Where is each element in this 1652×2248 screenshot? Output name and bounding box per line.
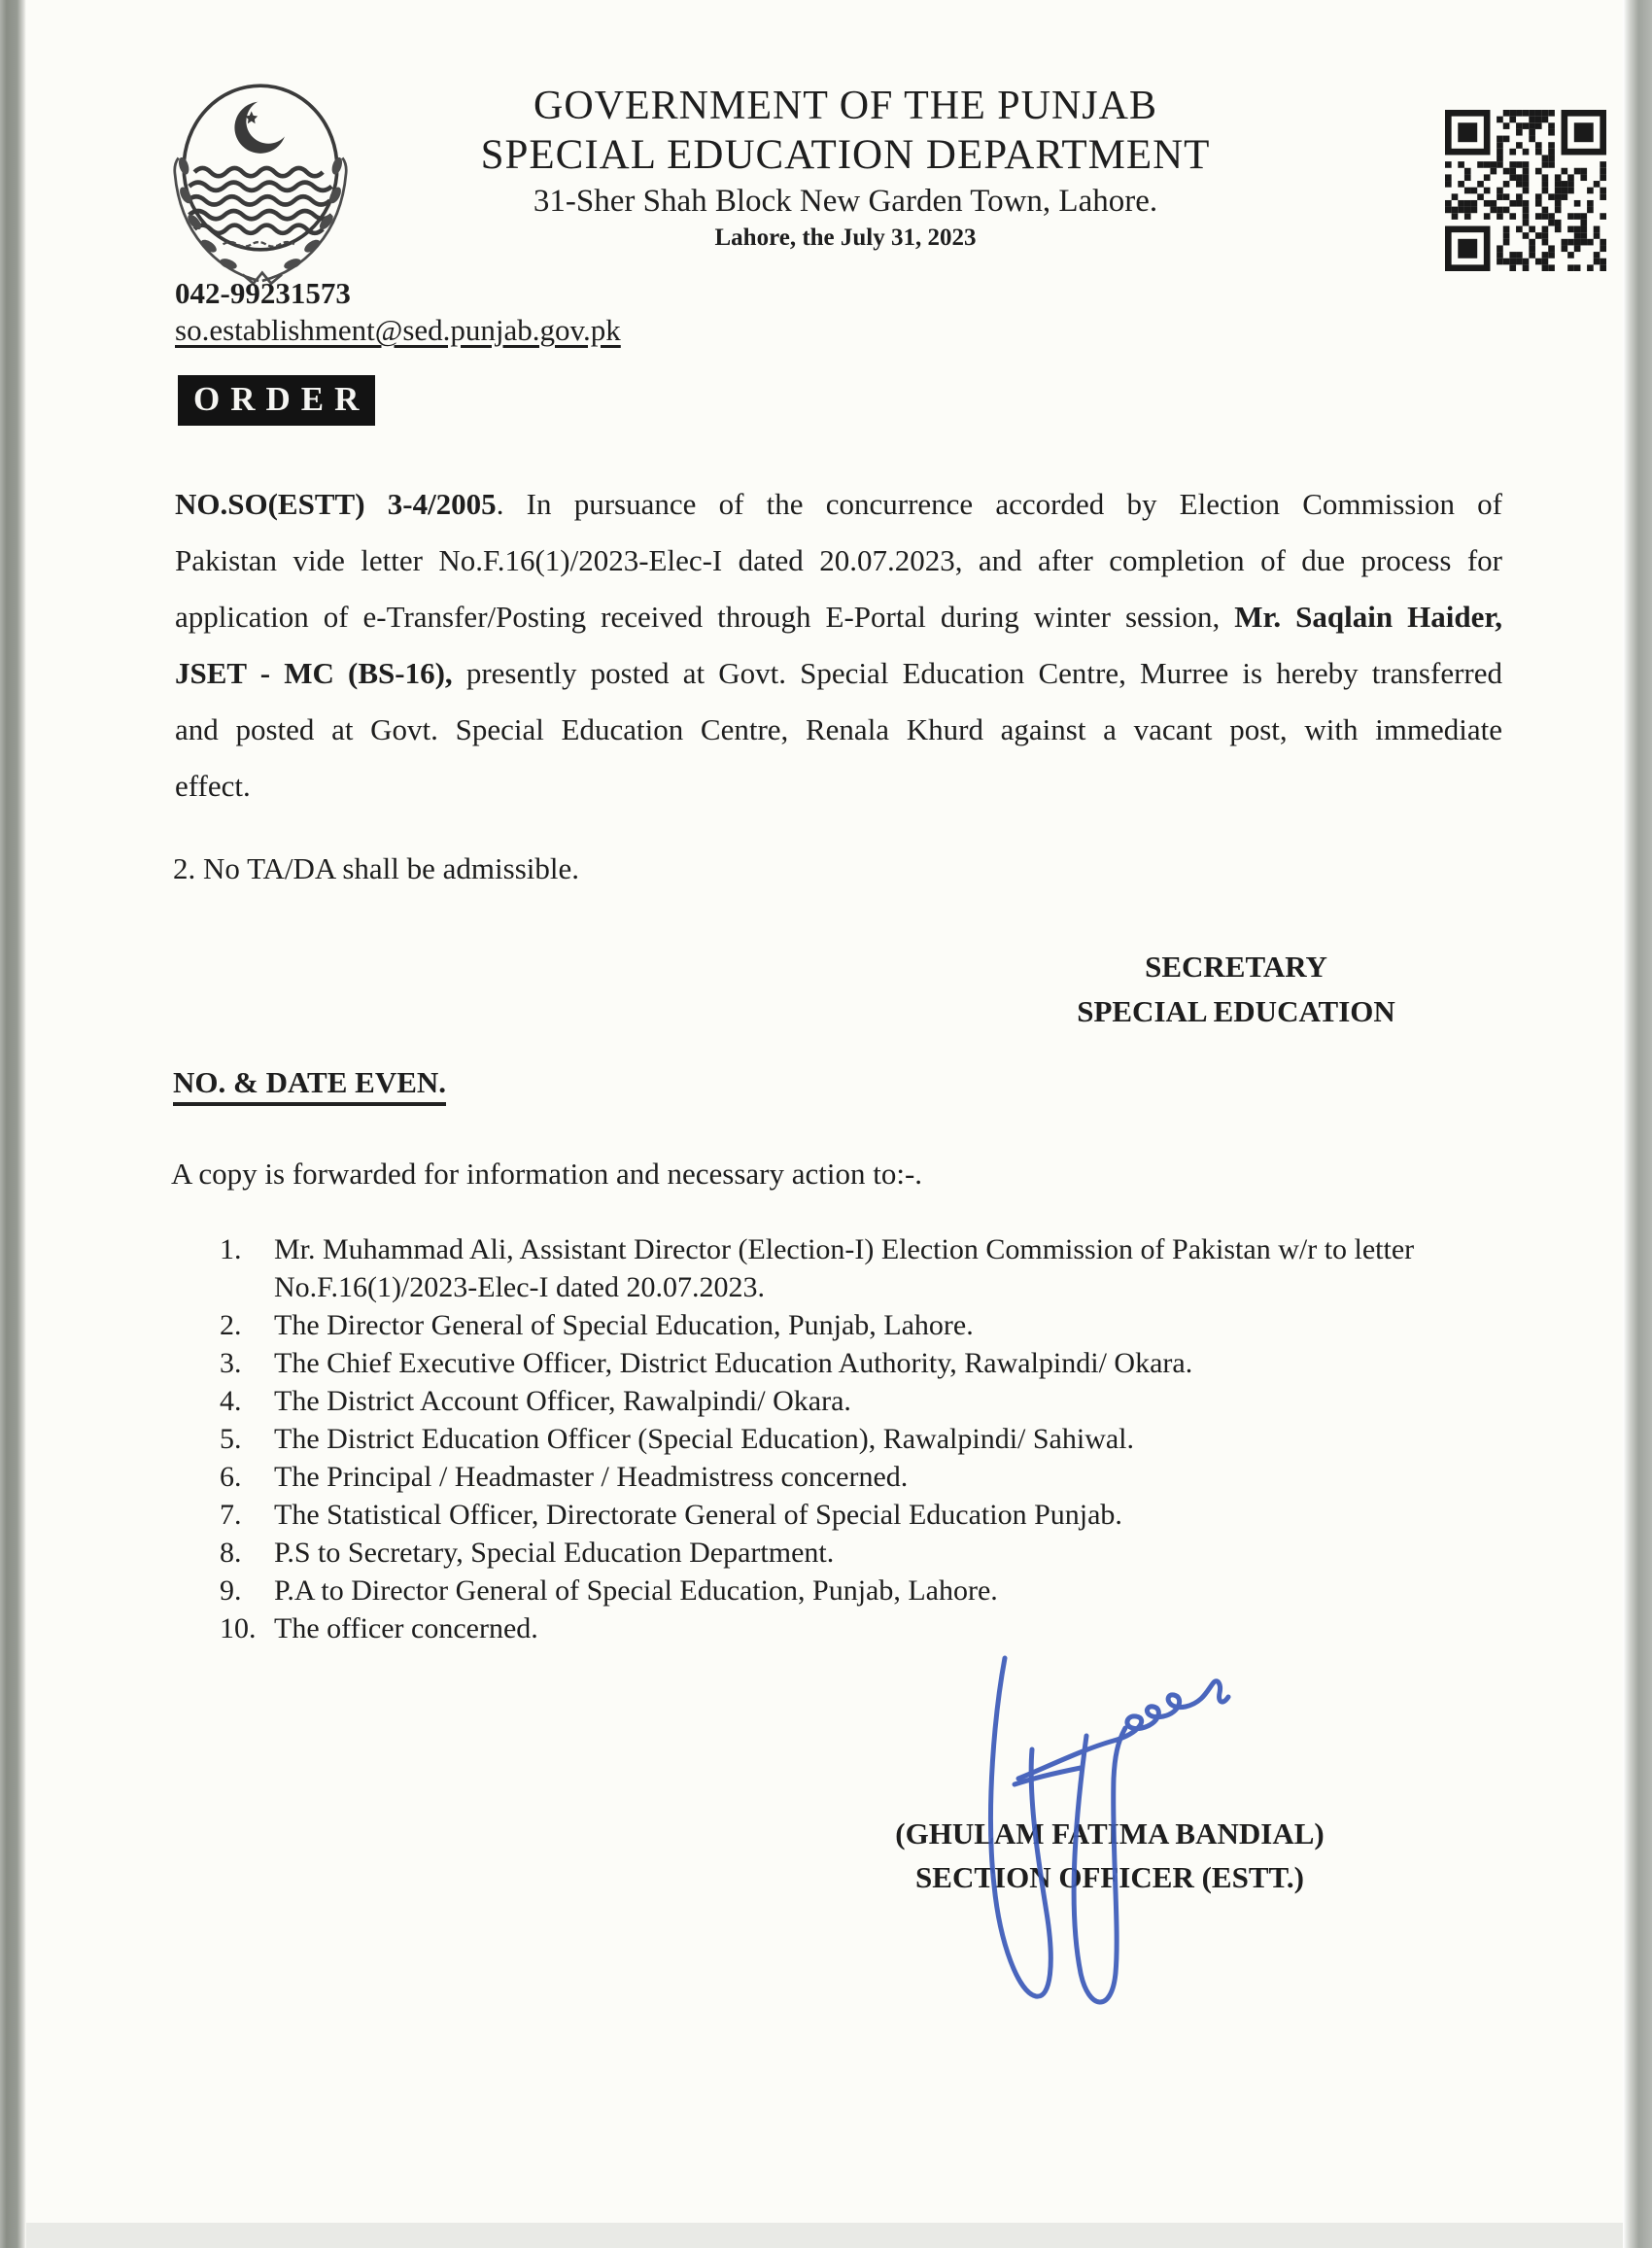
list-item [220,1496,1512,1534]
list-item [220,1572,1512,1609]
list-item-number: 3. [220,1347,242,1379]
list-item-number: 6. [220,1461,242,1493]
list-item-number: 7. [220,1499,242,1531]
list-item-number: 5. [220,1423,242,1455]
phone-number: 042-99231573 [175,276,351,310]
letterhead [389,82,1302,255]
list-item-text: P.S to Secretary, Special Education Department. [274,1537,835,1569]
list-item-text: The District Education Officer (Special Education), Rawalpindi/ Sahiwal. [274,1423,1135,1455]
department-line: SPECIAL EDUCATION DEPARTMENT [480,132,1211,178]
forwarding-line: A copy is forwarded for information and necessary action to:-. [171,1157,923,1191]
list-item-number: 1. [220,1233,242,1265]
cc-list [220,1230,1512,1647]
signatory-designation: SECTION OFFICER (ESTT.) [915,1860,1304,1894]
list-item [220,1609,1512,1647]
officer-name: Mr. Saqlain Haider, JSET - MC (BS-16), [175,600,1502,690]
paragraph-text-2: presently posted at Govt. Special Education Centre, Murree is hereby transferred and posted at Govt. Special Education Centre, Renala Khurd against a vacant post, with immediate effect. [175,656,1502,803]
list-item [220,1230,1512,1306]
list-item-text: The District Account Officer, Rawalpindi/ Okara. [274,1385,851,1417]
list-item-number: 9. [220,1574,242,1607]
list-item [220,1306,1512,1344]
list-item-text: Mr. Muhammad Ali, Assistant Director (Election-I) Election Commission of Pakistan w/r to letter No.F.16(1)/2023-Elec-I dated 20.07.2023. [274,1233,1415,1303]
scan-edge-right [1623,0,1652,2248]
order-heading: ORDER [178,375,375,426]
punjab-crest-logo [154,78,367,290]
signatory-name: (GHULAM FATIMA BANDIAL) [895,1816,1325,1850]
list-item-number: 8. [220,1537,242,1569]
secretary-signatory-block [974,945,1498,1034]
list-item-text: The officer concerned. [274,1612,538,1644]
qr-code-icon [1445,110,1606,271]
secretary-department: SPECIAL EDUCATION [1077,994,1395,1028]
list-item-text: P.A to Director General of Special Education, Punjab, Lahore. [274,1574,998,1607]
list-item [220,1344,1512,1382]
scan-edge-left [0,0,26,2248]
even-number-heading: NO. & DATE EVEN. [173,1065,446,1100]
date-line: Lahore, the July 31, 2023 [714,225,977,251]
list-item-number: 2. [220,1309,242,1341]
signature-ink [968,1650,1318,2049]
list-item-text: The Statistical Officer, Directorate General of Special Education Punjab. [274,1499,1122,1531]
list-item-number: 4. [220,1385,242,1417]
list-item [220,1420,1512,1458]
paragraph-text-1: . In pursuance of the concurrence accorded by Election Commission of Pakistan vide letter No.F.16(1)/2023-Elec-I dated 20.07.2023, and after completion of due process for application of e-Transfer/Posting received through E-Portal during winter session, [175,487,1502,634]
list-item-number: 10. [220,1612,257,1644]
address-line: 31-Sher Shah Block New Garden Town, Lahore. [533,184,1158,219]
secretary-title: SECRETARY [1145,950,1327,984]
list-item-text: The Principal / Headmaster / Headmistress concerned. [274,1461,909,1493]
order-body-paragraph [175,476,1502,814]
list-item [220,1534,1512,1572]
scan-edge-bottom [26,2223,1623,2248]
list-item-text: The Chief Executive Officer, District Education Authority, Rawalpindi/ Okara. [274,1347,1193,1379]
reference-number: NO.SO(ESTT) 3-4/2005 [175,487,497,521]
government-line: GOVERNMENT OF THE PUNJAB [533,84,1157,128]
email-address: so.establishment@sed.punjab.gov.pk [175,313,621,347]
list-item [220,1458,1512,1496]
list-item-text: The Director General of Special Education, Punjab, Lahore. [274,1309,974,1341]
clause-2: 2. No TA/DA shall be admissible. [173,851,580,885]
list-item [220,1382,1512,1420]
